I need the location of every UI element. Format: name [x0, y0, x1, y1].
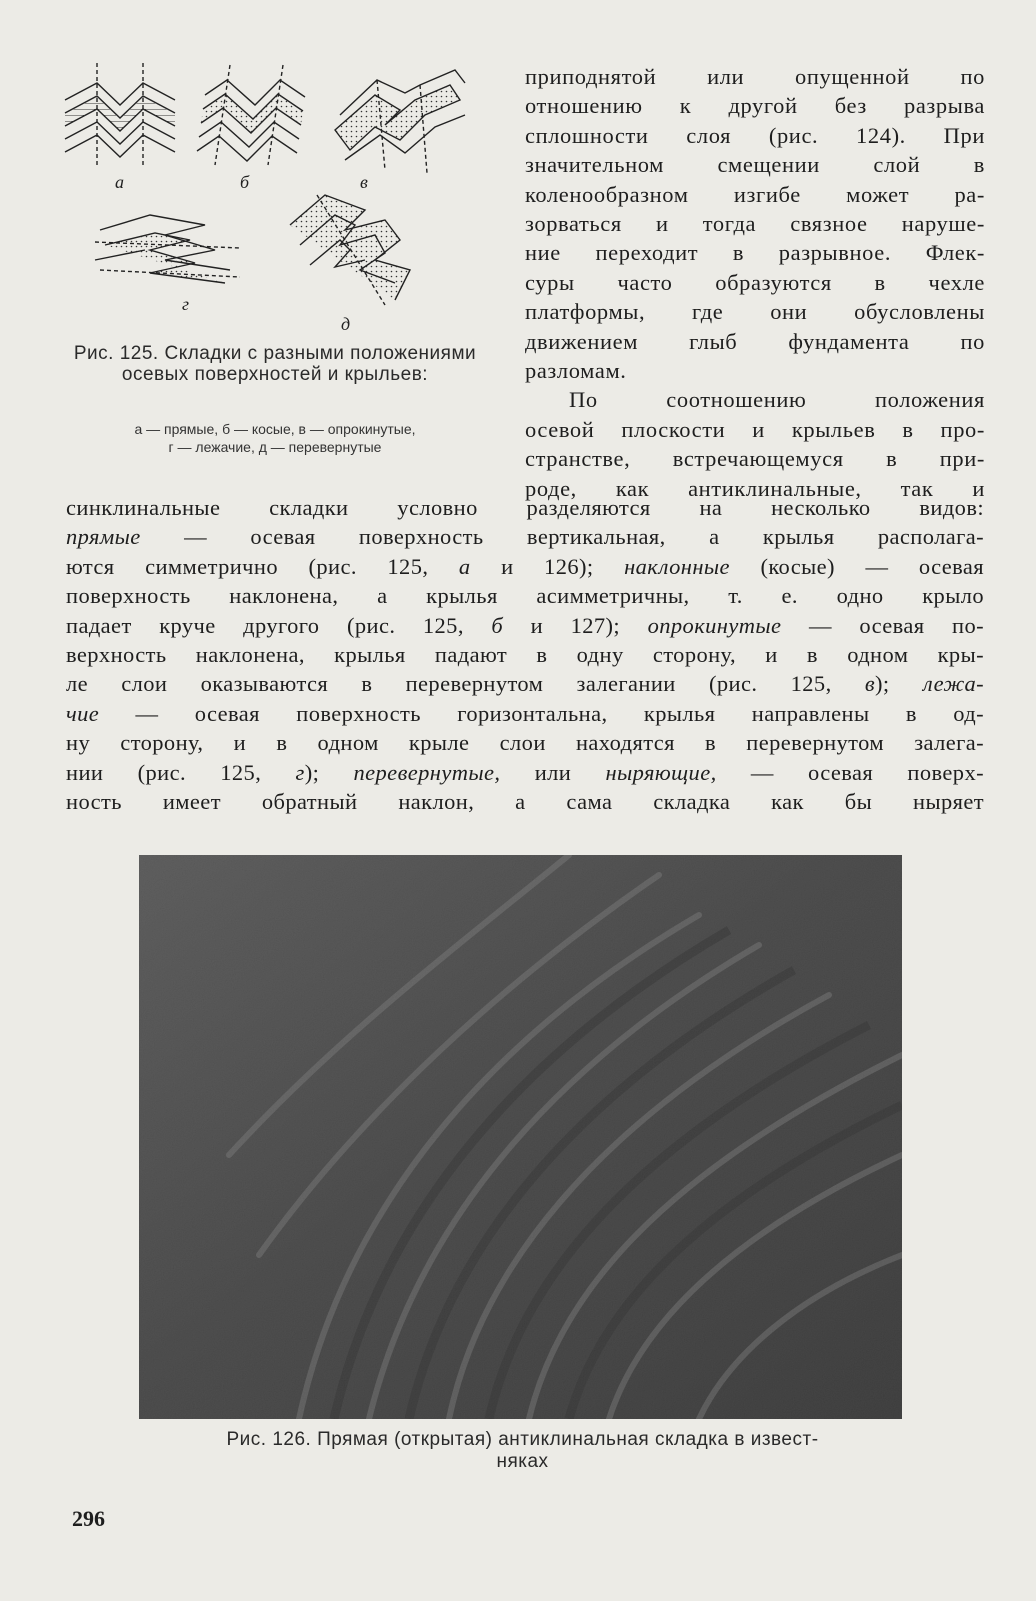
- text-line: платформы, где они обусловлены: [525, 299, 985, 325]
- text-line: [66, 669, 984, 698]
- term-italic: наклонные: [624, 553, 730, 579]
- page-number: 296: [72, 1506, 105, 1531]
- fold-v-overturned: [335, 70, 465, 173]
- text-line: значительном смещении слой в: [525, 152, 985, 178]
- text-line: движением глыб фундамента по: [525, 328, 985, 354]
- figure-125-legend: [55, 420, 495, 456]
- text-line: ние переходит в разрывное. Флек-: [525, 240, 985, 266]
- text-span: );: [304, 759, 354, 785]
- text-span: );: [875, 671, 923, 697]
- right-column-text: [525, 62, 985, 503]
- fold-diagrams-svg: [55, 55, 490, 340]
- term-italic: прямые: [66, 524, 141, 550]
- term-italic: чие: [66, 700, 100, 726]
- figure-125-legend-line: г — лежачие, д — перевернутые: [168, 439, 382, 455]
- letter-italic: г: [295, 759, 305, 785]
- text-line: роде, как антиклинальные, так и: [525, 475, 985, 501]
- text-span: — осевая поверх-: [716, 759, 984, 785]
- text-line: ность имеет обратный наклон, а сама складка как бы ныряет: [66, 789, 984, 815]
- letter-italic: б: [491, 612, 504, 638]
- text-span: ются симметрично (рис. 125,: [66, 553, 459, 579]
- text-line: разломам.: [525, 358, 627, 384]
- text-line: [66, 699, 984, 728]
- text-span: нии (рис. 125,: [66, 759, 296, 785]
- text-span: — осевая поверхность горизонтальна, крылья направлены в од-: [99, 700, 984, 726]
- text-line: сплошности слоя (рис. 124). При: [525, 122, 985, 148]
- text-line: странстве, встречающемуся в при-: [525, 446, 985, 472]
- text-line: [66, 611, 984, 640]
- text-span: падает круче другого (рис. 125,: [66, 612, 492, 638]
- figure-126-photo: [139, 855, 902, 1419]
- label-a: а: [115, 172, 124, 192]
- term-italic: лежа-: [922, 671, 984, 697]
- text-span: — осевая поверхность вертикальная, а крылья располага-: [140, 524, 984, 550]
- label-g: г: [182, 294, 190, 314]
- full-width-text: [66, 493, 984, 816]
- text-line: верхность наклонена, крылья падают в одну сторону, и в одном кры-: [66, 642, 984, 668]
- caption-line: няках: [496, 1451, 549, 1472]
- label-b: б: [240, 172, 250, 192]
- letter-italic: в: [864, 671, 876, 697]
- term-italic: ныряющие,: [605, 759, 717, 785]
- text-line: [66, 552, 984, 581]
- text-span: и 126);: [470, 553, 625, 579]
- text-line: приподнятой или опущенной по: [525, 64, 985, 89]
- text-line: синклинальные складки условно разделяются на несколько видов:: [66, 495, 984, 520]
- figure-126-caption: [140, 1429, 905, 1473]
- figure-125-caption: Рис. 125. Складки с разными положениями осевых поверхностей и крыльев:: [73, 343, 477, 385]
- text-span: (косые) — осевая: [729, 553, 984, 579]
- label-v: в: [360, 172, 368, 192]
- fold-b-inclined: [197, 65, 305, 165]
- text-span: — осевая по-: [781, 612, 984, 638]
- text-line: [66, 522, 984, 551]
- term-italic: перевернутые,: [353, 759, 501, 785]
- text-span: и 127);: [503, 612, 648, 638]
- text-line: осевой плоскости и крыльев в про-: [525, 416, 985, 442]
- text-line: поверхность наклонена, а крылья асимметричны, т. е. одно крыло: [66, 583, 984, 609]
- paragraph-start-line: По соотношению положения: [569, 387, 985, 413]
- text-span: ле слои оказываются в перевернутом залегании (рис. 125,: [66, 671, 865, 697]
- text-span: или: [500, 759, 606, 785]
- text-line: ну сторону, и в одном крыле слои находятся в перевернутом залега-: [66, 730, 984, 756]
- letter-italic: а: [458, 553, 471, 579]
- fold-d-reversed: [290, 195, 410, 305]
- label-d: д: [341, 314, 351, 334]
- text-line: коленообразном изгибе может ра-: [525, 181, 985, 207]
- figure-125-drawings: [55, 55, 490, 340]
- fold-g-recumbent: [95, 215, 240, 283]
- text-line: суры часто образуются в чехле: [525, 269, 985, 295]
- figure-125-legend-line: а — прямые, б — косые, в — опрокинутые,: [134, 421, 416, 437]
- term-italic: опрокинутые: [647, 612, 782, 638]
- text-line: [66, 758, 984, 787]
- text-line: зорваться и тогда связное наруше-: [525, 211, 985, 237]
- fold-a-upright: [65, 63, 175, 165]
- text-line: отношению к другой без разрыва: [525, 93, 985, 119]
- limestone-fold-photo: [139, 855, 902, 1419]
- caption-line: Рис. 126. Прямая (открытая) антиклинальная складка в извест-: [226, 1429, 819, 1450]
